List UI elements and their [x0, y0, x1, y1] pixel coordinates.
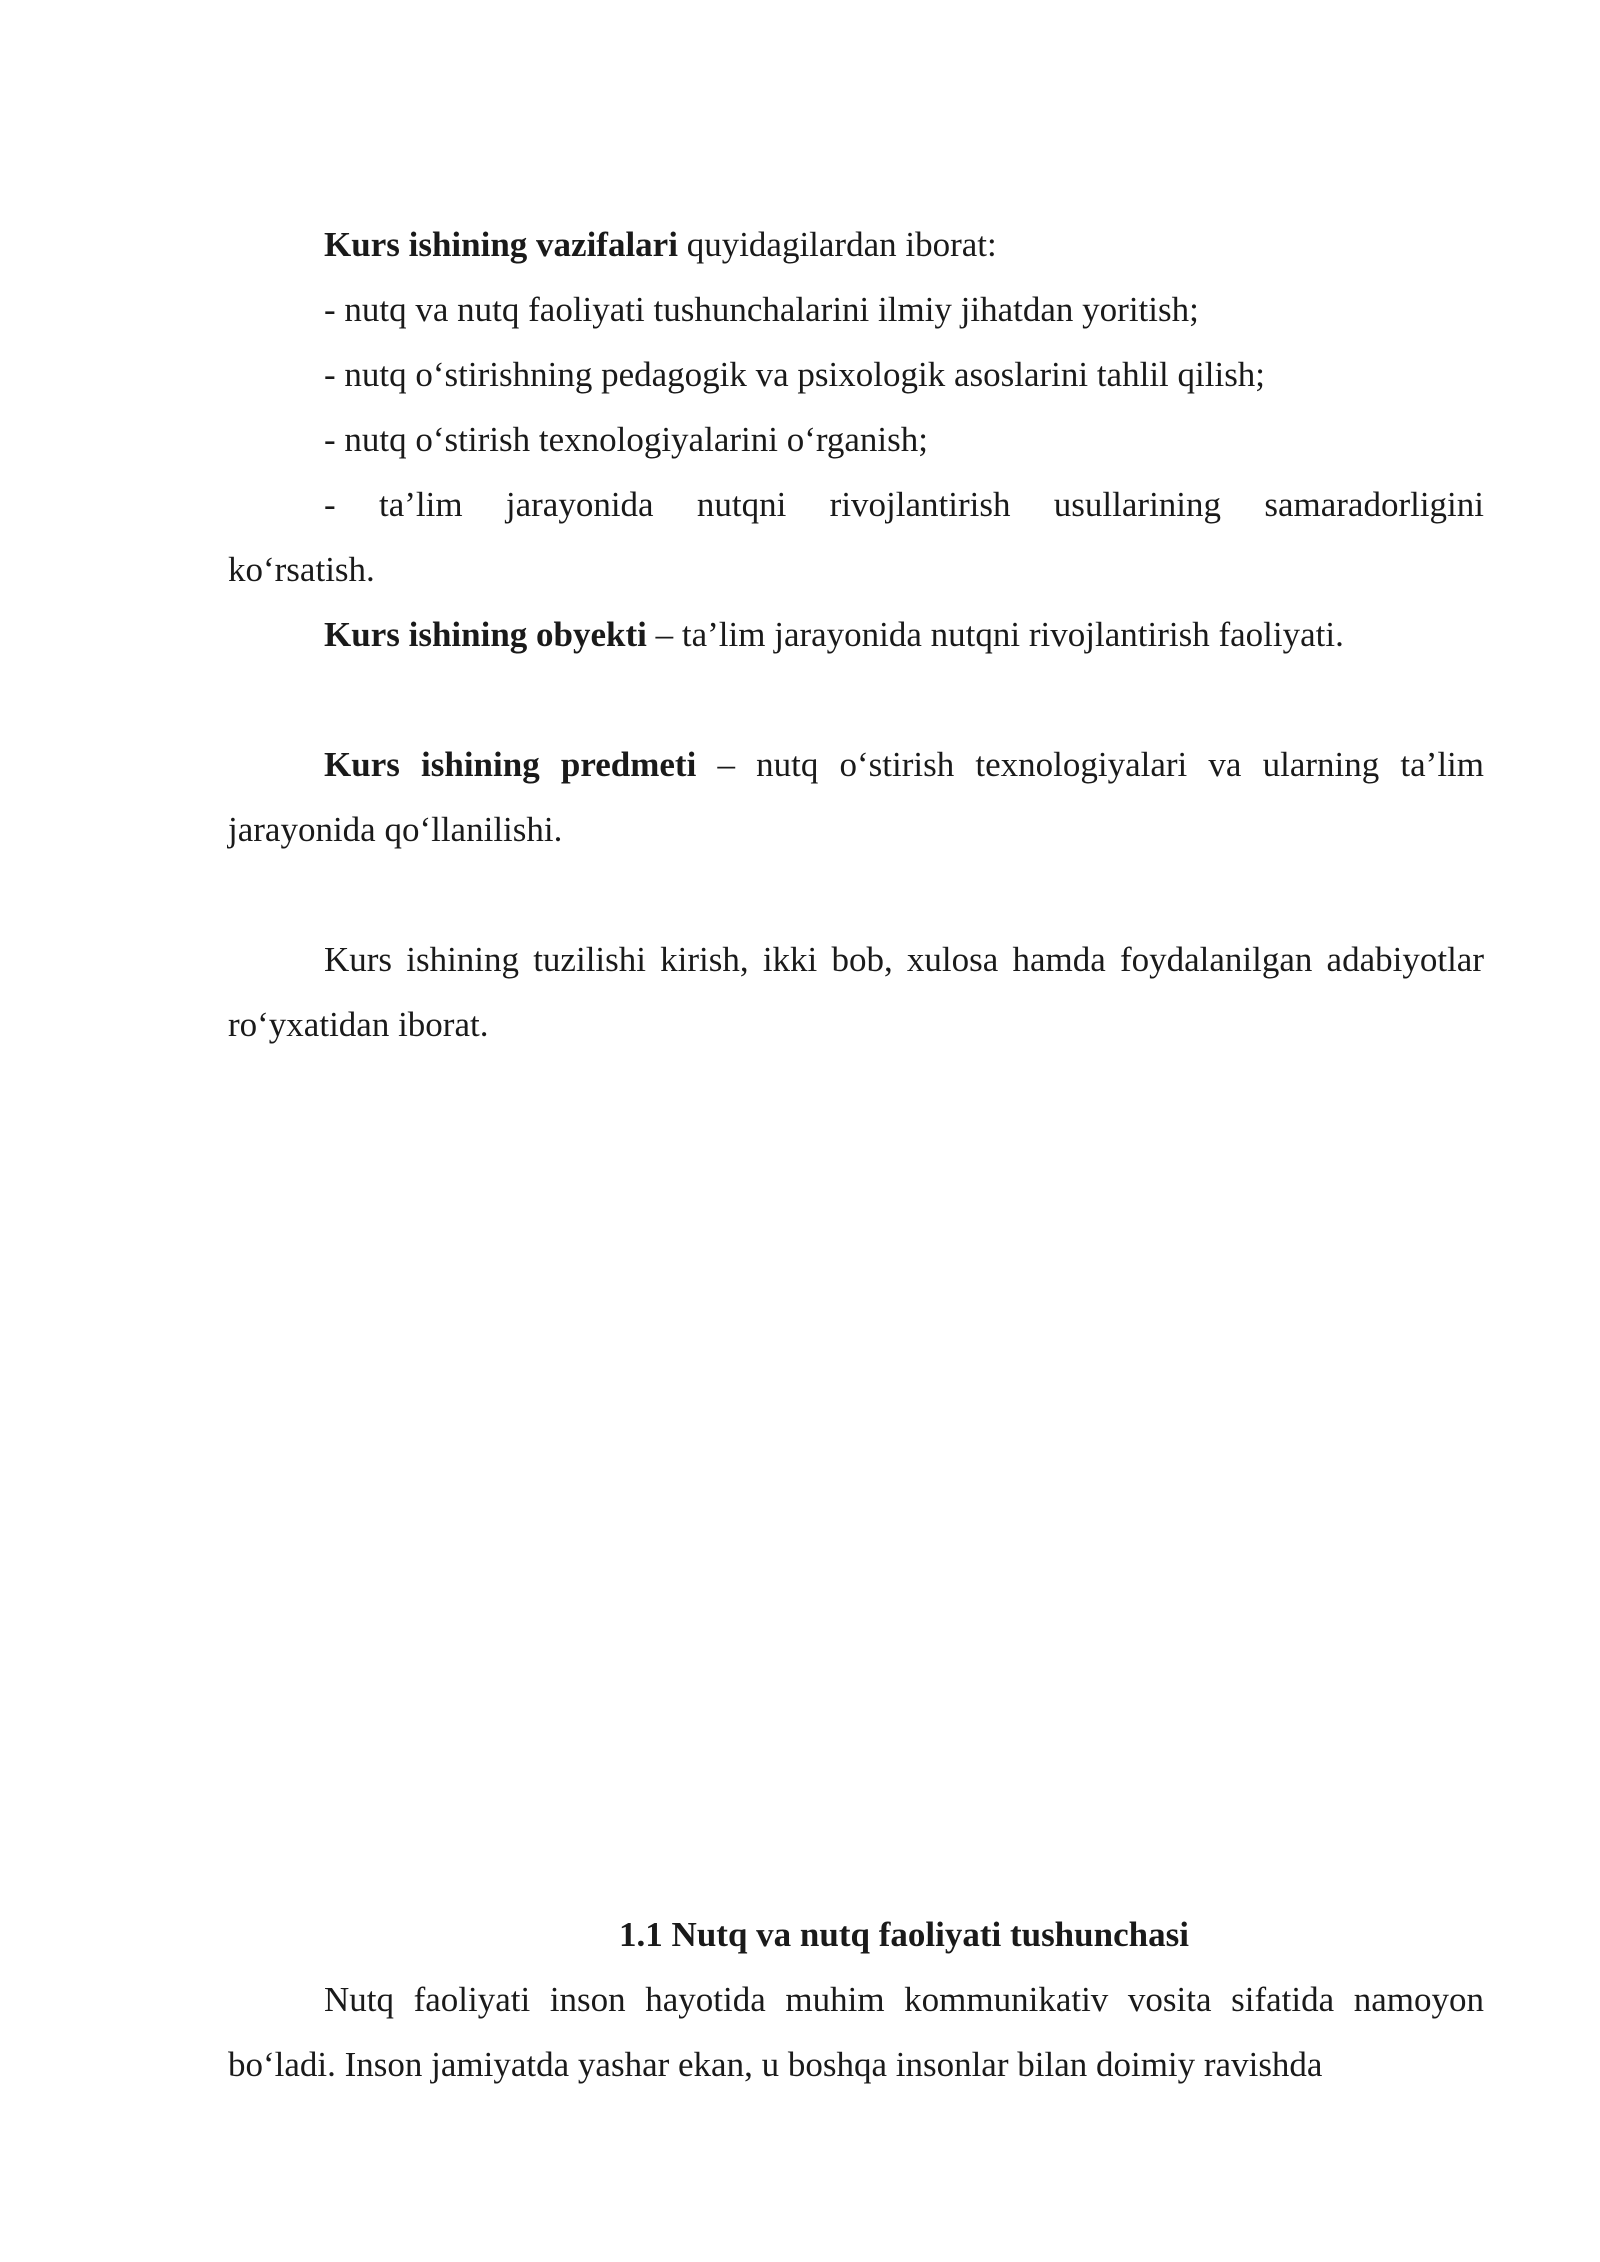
blank-line — [228, 667, 1484, 732]
subject-rest: – nutq o‘stirish texnologiyalari va ularning ta’lim jarayonida qo‘llanilishi. — [228, 745, 1484, 849]
structure-paragraph: Kurs ishining tuzilishi kirish, ikki bob, xulosa hamda foydalanilgan adabiyotlar ro‘yxatidan iborat. — [228, 940, 1484, 1044]
subject-bold: Kurs ishining predmeti — [324, 745, 697, 784]
section-body: Nutq faoliyati inson hayotida muhim kommunikativ vosita sifatida namoyon bo‘ladi. Inson jamiyatda yashar ekan, u boshqa insonlar bilan doimiy ravishda — [228, 1980, 1484, 2084]
task-item-last-line2: ko‘rsatish. — [228, 550, 375, 589]
object-paragraph — [228, 602, 1484, 667]
tasks-intro-bold: Kurs ishining vazifalari — [324, 225, 678, 264]
document-page — [228, 212, 1484, 2097]
blank-line — [228, 862, 1484, 927]
tasks-intro — [228, 212, 1484, 277]
tasks-intro-rest: quyidagilardan iborat: — [677, 225, 997, 264]
task-item: - nutq va nutq faoliyati tushunchalarini ilmiy jihatdan yoritish; — [324, 290, 1199, 329]
section-heading: 1.1 Nutq va nutq faoliyati tushunchasi — [619, 1915, 1189, 1954]
object-bold: Kurs ishining obyekti — [324, 615, 647, 654]
subject-paragraph — [228, 732, 1484, 862]
object-rest: – ta’lim jarayonida nutqni rivojlantirish faoliyati. — [646, 615, 1344, 654]
task-item: - nutq o‘stirishning pedagogik va psixologik asoslarini tahlil qilish; — [324, 355, 1266, 394]
task-item: - nutq o‘stirish texnologiyalarini o‘rganish; — [324, 420, 928, 459]
page-blank-space — [228, 1057, 1484, 1902]
task-item-last-line1: - ta’lim jarayonida nutqni rivojlantirish usullarining samaradorligini — [324, 485, 1484, 524]
